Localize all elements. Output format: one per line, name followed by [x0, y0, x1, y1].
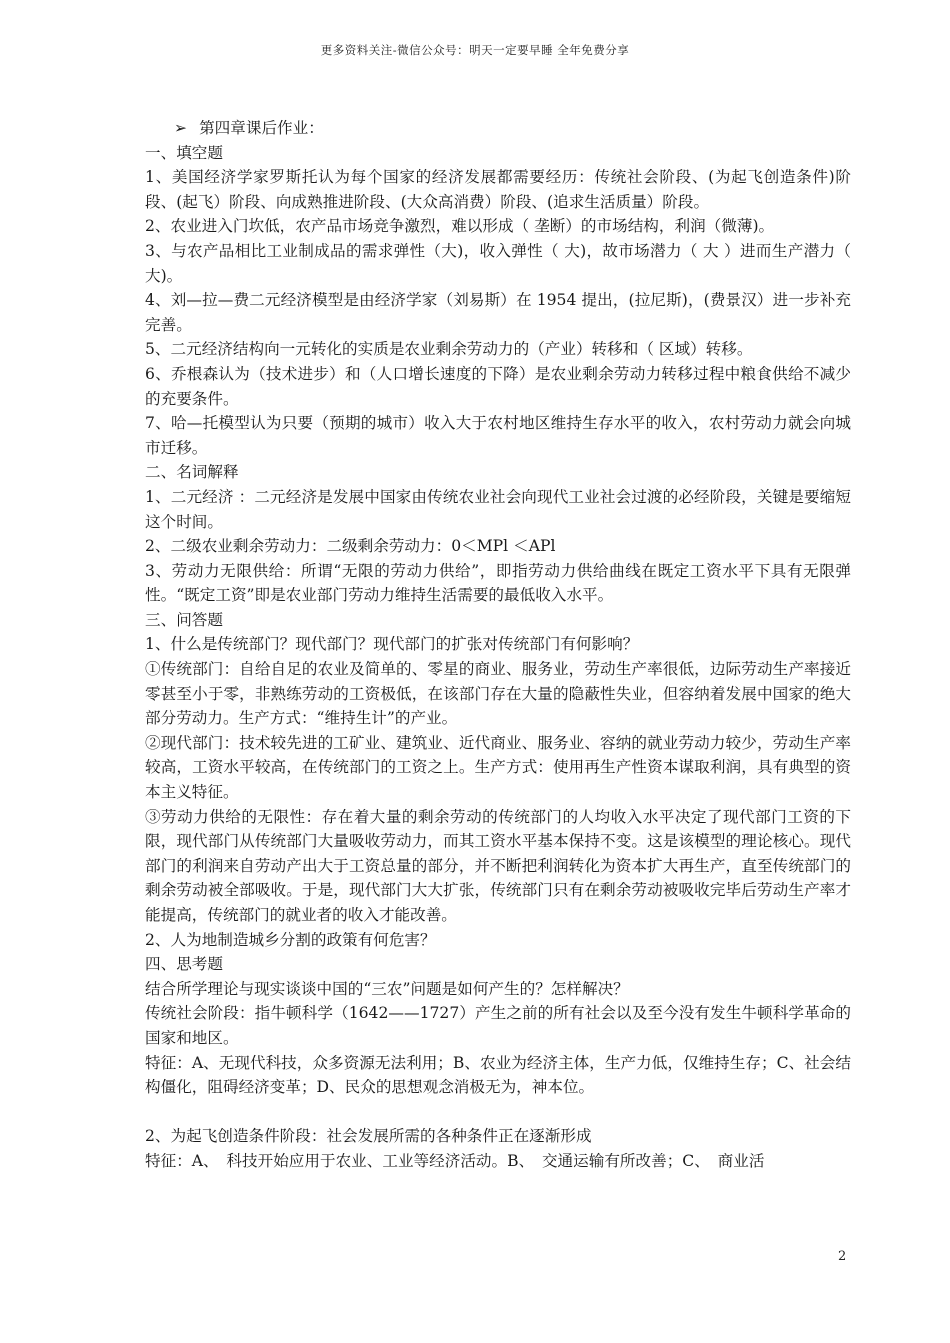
paragraph: 2、二级农业剩余劳动力：二级剩余劳动力：0＜MPl ＜APl	[145, 537, 556, 556]
page-number: 2	[838, 1249, 847, 1264]
section-heading: 一、填空题	[145, 143, 223, 162]
paragraph: 3、劳动力无限供给：所谓“无限的劳动力供给”，即指劳动力供给曲线在既定工资水平下具有无限弹性。“既定工资”即是农业部门劳动力维持生活需要的最低收入水平。	[145, 561, 851, 605]
paragraph: 7、哈—托模型认为只要（预期的城市）收入大于农村地区维持生存水平的收入，农村劳动力就会向城市迁移。	[145, 414, 851, 457]
paragraph: 1、二元经济 ：二元经济是发展中国家由传统农业社会向现代工业社会过渡的必经阶段，关键是要缩短这个时间。	[145, 487, 851, 531]
chapter-heading	[145, 116, 851, 141]
paragraph: 3、与农产品相比工业制成品的需求弹性（大)，收入弹性（ 大)，故市场潜力（ 大 ）进而生产潜力（ 大)。	[145, 241, 851, 285]
paragraph: 6、乔根森认为（技术进步）和（人口增长速度的下降）是农业剩余劳动力转移过程中粮食供给不减少的充要条件。	[145, 364, 851, 408]
page-header: 更多资料关注-微信公众号：明天一定要早睡 全年免费分享	[320, 43, 630, 57]
paragraph: 2、人为地制造城乡分割的政策有何危害？	[145, 930, 436, 949]
paragraph: 特征：A、无现代科技，众多资源无法利用；B、农业为经济主体，生产力低，仅维持生存；C、社会结构僵化，阻碍经济变革；D、民众的思想观念消极无为，神本位。	[145, 1053, 851, 1097]
paragraph: 2、为起飞创造条件阶段：社会发展所需的各种条件正在逐渐形成	[145, 1127, 592, 1146]
paragraph: ①传统部门：自给自足的农业及简单的、零星的商业、服务业，劳动生产率很低，边际劳动生产率接近零甚至小于零，非熟练劳动的工资极低，在该部门存在大量的隐蔽性失业，但容纳着发展中国家的绝大部分劳动力。生产方式：“维持生计”的产业。	[145, 660, 851, 728]
paragraph: 5、二元经济结构向一元转化的实质是农业剩余劳动力的（产业）转移和（ 区域）转移。	[145, 340, 753, 359]
paragraph: 1、什么是传统部门？现代部门？现代部门的扩张对传统部门有何影响？	[145, 635, 639, 654]
paragraph-list	[145, 141, 851, 1174]
paragraph: 传统社会阶段：指牛顿科学（1642——1727）产生之前的所有社会以及至今没有发生牛顿科学革命的国家和地区。	[145, 1004, 851, 1047]
chapter-title: 第四章课后作业：	[199, 119, 324, 137]
blank-line	[145, 1100, 851, 1125]
paragraph: ②现代部门：技术较先进的工矿业、建筑业、近代商业、服务业、容纳的就业劳动力较少，劳动生产率较高，工资水平较高，在传统部门的工资之上。生产方式：使用再生产性资本谋取利润，具有典型的资本主义特征。	[145, 733, 851, 802]
paragraph: 特征：A、 科技开始应用于农业、工业等经济活动。B、 交通运输有所改善；C、 商业活	[145, 1151, 765, 1170]
paragraph: 2、农业进入门坎低，农产品市场竞争激烈，难以形成（ 垄断）的市场结构，利润（微薄)。	[145, 217, 775, 236]
section-heading: 三、问答题	[145, 610, 223, 629]
section-heading: 二、名词解释	[145, 463, 239, 482]
section-heading: 四、思考题	[145, 955, 223, 974]
paragraph: ③劳动力供给的无限性：存在着大量的剩余劳动的传统部门的人均收入水平决定了现代部门工资的下限，现代部门从传统部门大量吸收劳动力，而其工资水平基本保持不变。这是该模型的理论核心。现代部门的利润来自劳动产出大于工资总量的部分，并不断把利润转化为资本扩大再生产，直至传统部门的剩余劳动被全部吸收。于是，现代部门大大扩张，传统部门只有在剩余劳动被吸收完毕后劳动生产率才能提高，传统部门的就业者的收入才能改善。	[145, 807, 851, 924]
arrow-bullet-icon: ➢	[174, 119, 188, 137]
document-body	[145, 116, 851, 1174]
paragraph: 1、美国经济学家罗斯托认为每个国家的经济发展都需要经历：传统社会阶段、(为起飞创造条件)阶段、(起飞）阶段、向成熟推进阶段、(大众高消费）阶段、(追求生活质量）阶段。	[145, 168, 851, 211]
paragraph: 4、刘—拉—费二元经济模型是由经济学家（刘易斯）在 1954 提出，(拉尼斯)，(费景汉）进一步补充完善。	[145, 291, 851, 334]
paragraph: 结合所学理论与现实谈谈中国的“三农”问题是如何产生的？怎样解决？	[145, 979, 629, 998]
